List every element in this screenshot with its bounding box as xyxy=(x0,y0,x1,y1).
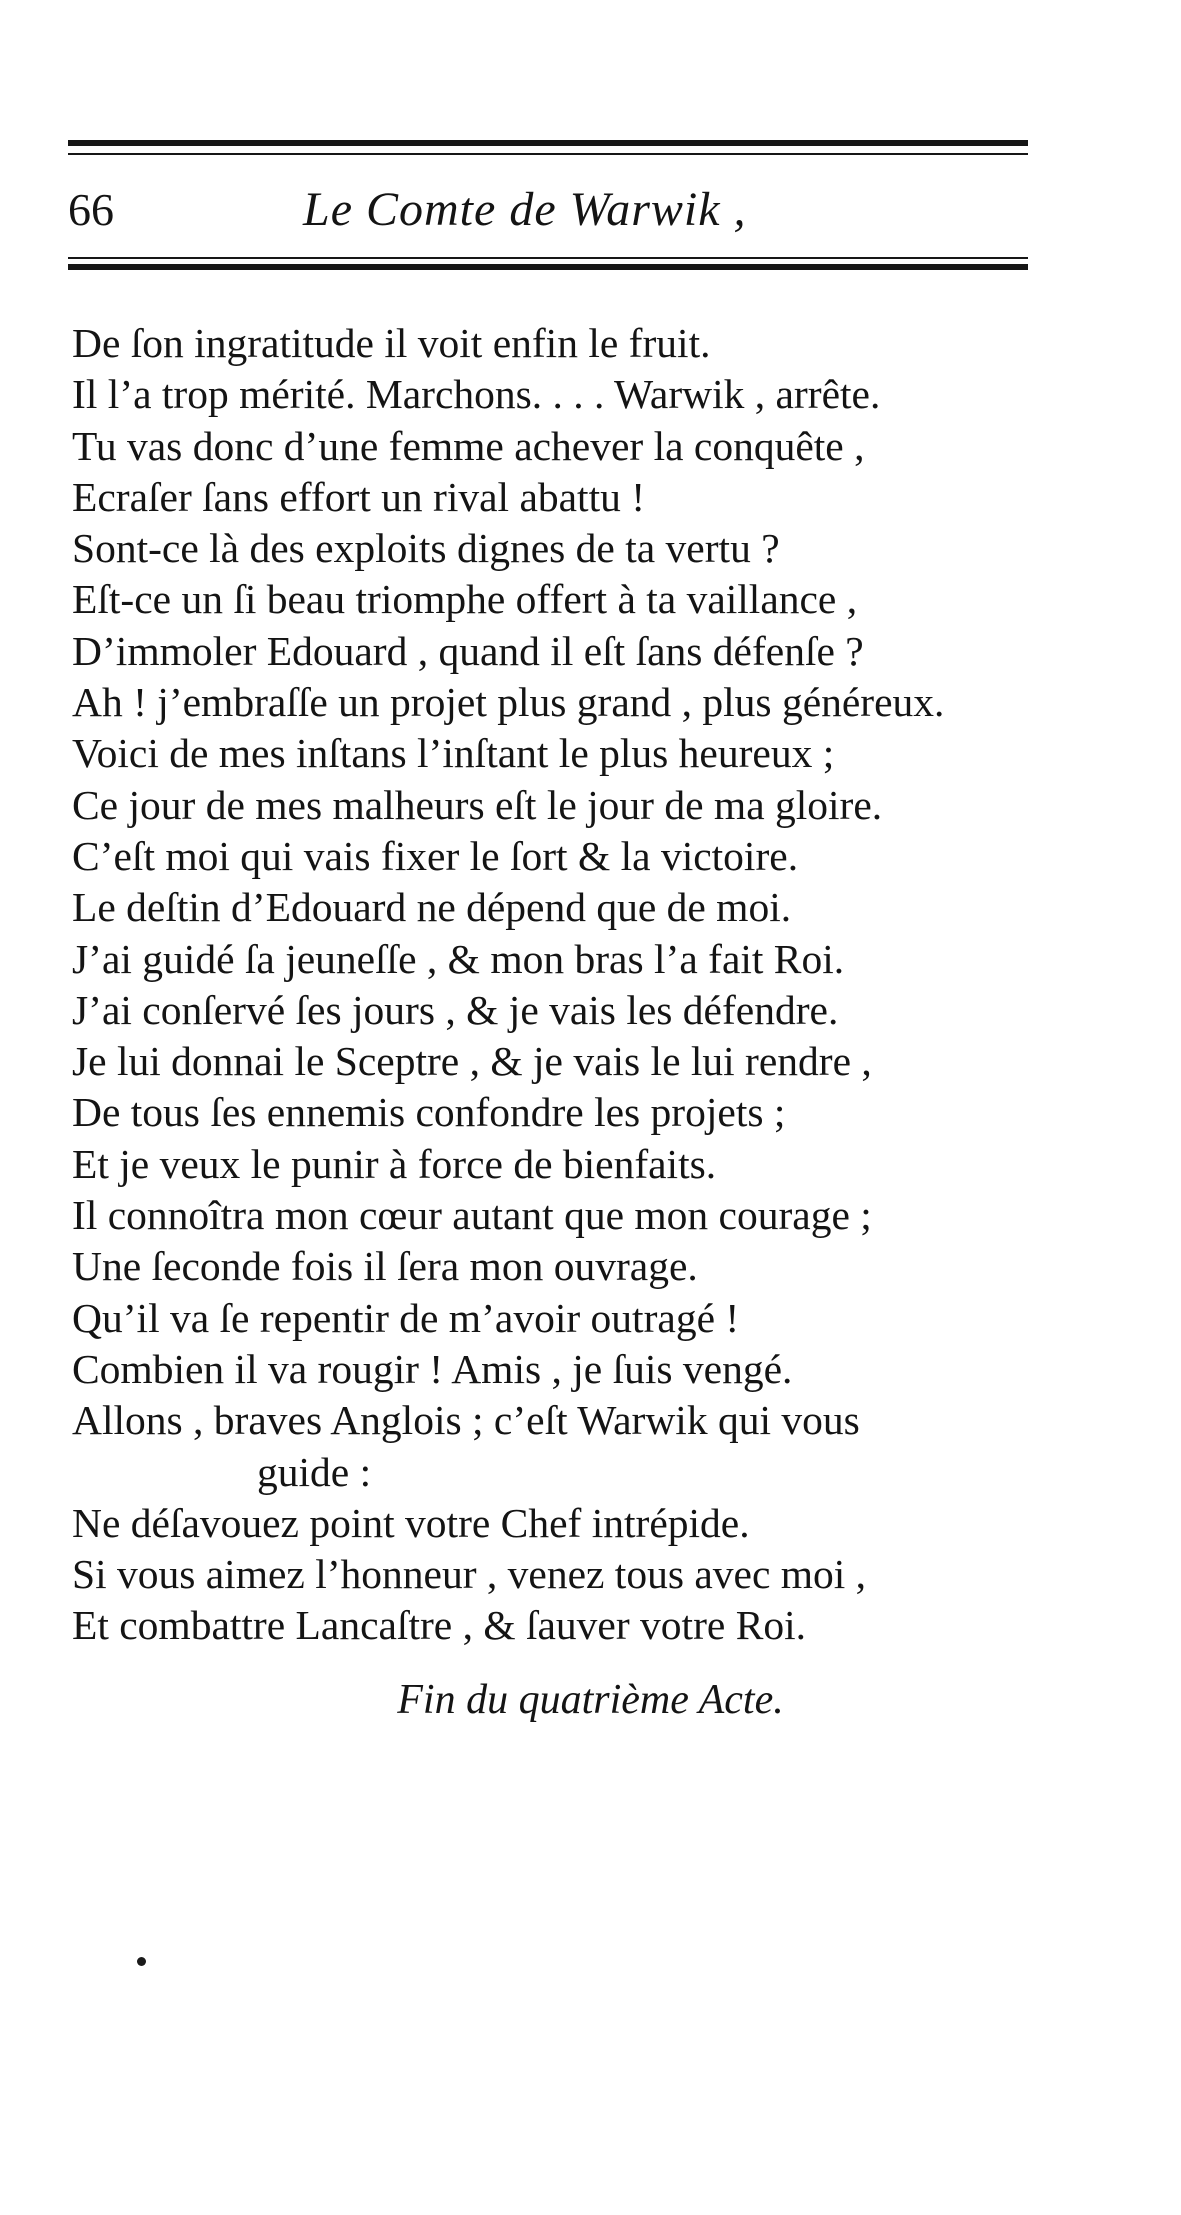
verse-line: Une ſeconde fois il ſera mon ouvrage. xyxy=(72,1243,698,1290)
verse-line: Il l’a trop mérité. Marchons. . . . Warwik , arrête. xyxy=(72,371,881,418)
verse-line: D’immoler Edouard , quand il eſt ſans défenſe ? xyxy=(72,627,864,674)
header-top-rule xyxy=(68,140,1028,146)
verse-line: Ah ! j’embraſſe un projet plus grand , plus généreux. xyxy=(72,679,945,726)
verse-block xyxy=(72,318,1072,1652)
verse-line: Voici de mes inſtans l’inſtant le plus heureux ; xyxy=(72,730,835,777)
act-end-note: Fin du quatrième Acte. xyxy=(397,1677,784,1723)
verse-line: Tu vas donc d’une femme achever la conquête , xyxy=(72,422,865,469)
verse-line: Ecraſer ſans effort un rival abattu ! xyxy=(72,473,646,520)
verse-line: Ne déſavouez point votre Chef intrépide. xyxy=(72,1499,750,1546)
verse-line: Eſt-ce un ſi beau triomphe offert à ta vaillance , xyxy=(72,576,858,623)
verse-line: Et je veux le punir à force de bienfaits. xyxy=(72,1140,717,1187)
ink-speck xyxy=(137,1957,146,1966)
verse-line: Allons , braves Anglois ; c’eſt Warwik qui vous xyxy=(72,1397,860,1444)
verse-line: Sont-ce là des exploits dignes de ta vertu ? xyxy=(72,525,780,572)
verse-line: Je lui donnai le Sceptre , & je vais le lui rendre , xyxy=(72,1038,872,1085)
running-header xyxy=(68,175,1028,245)
verse-line: Si vous aimez l’honneur , venez tous avec moi , xyxy=(72,1551,867,1598)
header-bottom-rule xyxy=(68,264,1028,270)
running-title: Le Comte de Warwik , xyxy=(303,183,747,236)
verse-line: Combien il va rougir ! Amis , je ſuis vengé. xyxy=(72,1345,793,1392)
header-top-thin-rule xyxy=(68,153,1028,155)
header-bottom-thin-rule xyxy=(68,257,1028,259)
verse-line: Et combattre Lancaſtre , & ſauver votre Roi. xyxy=(72,1602,807,1649)
verse-line: De tous ſes ennemis confondre les projets ; xyxy=(72,1089,786,1136)
verse-line: Il connoîtra mon cœur autant que mon courage ; xyxy=(72,1192,872,1239)
verse-line: Le deſtin d’Edouard ne dépend que de moi. xyxy=(72,884,792,931)
verse-line: De ſon ingratitude il voit enfin le fruit. xyxy=(72,320,711,366)
verse-line: J’ai conſervé ſes jours , & je vais les défendre. xyxy=(72,986,839,1033)
verse-line-continuation: guide : xyxy=(257,1448,372,1495)
verse-line: J’ai guidé ſa jeuneſſe , & mon bras l’a fait Roi. xyxy=(72,935,845,982)
verse-line: Qu’il va ſe repentir de m’avoir outragé ! xyxy=(72,1294,740,1341)
page-number: 66 xyxy=(68,184,114,235)
verse-line: Ce jour de mes malheurs eſt le jour de ma gloire. xyxy=(72,781,883,828)
verse-line: C’eſt moi qui vais fixer le ſort & la victoire. xyxy=(72,832,799,879)
